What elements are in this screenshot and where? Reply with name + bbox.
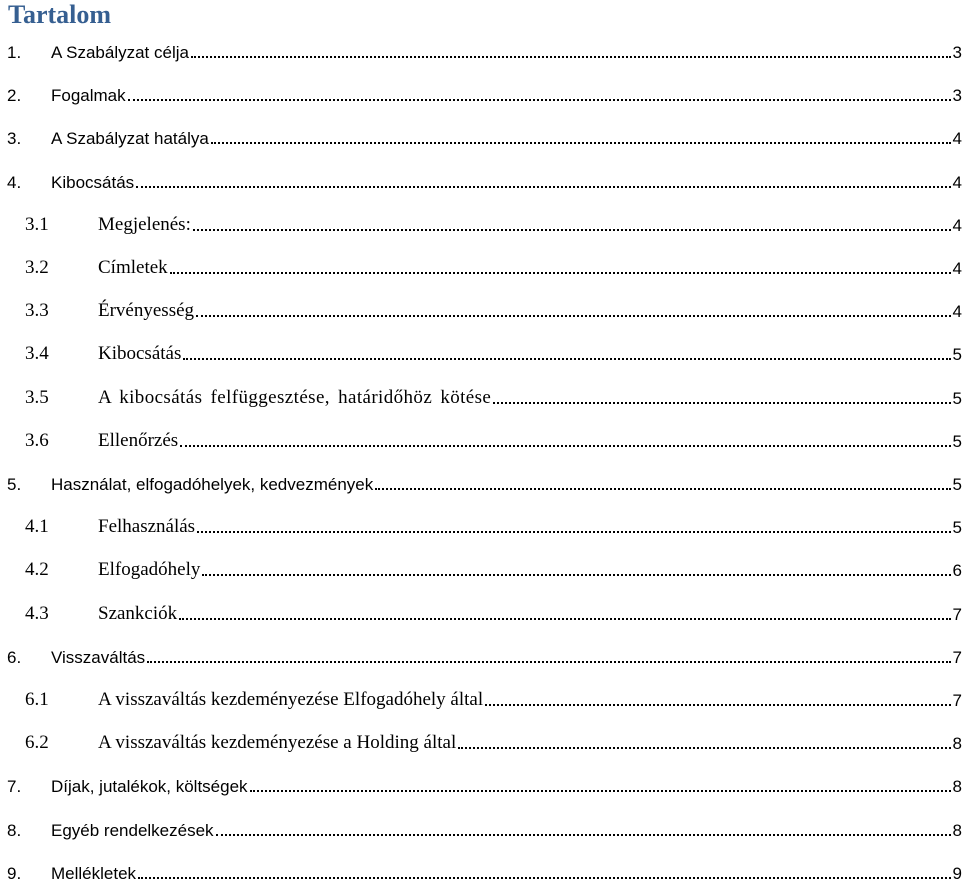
toc-entry-number: 4. <box>7 172 22 192</box>
toc-entry-label: Felhasználás <box>98 516 196 538</box>
toc-dot-leader <box>147 660 950 663</box>
toc-entry[interactable] <box>0 815 962 841</box>
toc-entry-page-number: 3 <box>952 43 962 62</box>
toc-entry[interactable] <box>0 469 962 495</box>
toc-entry[interactable] <box>0 123 962 149</box>
toc-entry-page-number: 4 <box>952 172 962 192</box>
toc-entry-page-number: 8 <box>952 734 962 754</box>
toc-entry-page-number: 4 <box>952 302 962 322</box>
toc-entry-page-number: 4 <box>952 259 962 278</box>
toc-entry-number: 4.3 <box>25 602 49 624</box>
toc-dot-leader <box>179 617 950 620</box>
toc-entry-number: 2. <box>7 86 22 106</box>
toc-entry[interactable] <box>0 728 962 754</box>
toc-entry[interactable] <box>0 296 962 322</box>
toc-entry-page-number: 5 <box>952 431 962 451</box>
toc-dot-leader <box>216 833 951 836</box>
toc-dot-leader <box>485 703 950 706</box>
toc-entry-label: A Szabályzat célja <box>51 43 189 62</box>
toc-dot-leader <box>183 357 950 360</box>
toc-entry-label: A Szabályzat hatálya <box>51 129 209 149</box>
toc-entry[interactable] <box>0 167 962 193</box>
toc-entry-label: Ellenőrzés <box>98 429 179 451</box>
toc-entry[interactable] <box>0 599 962 625</box>
toc-entry-page-number: 7 <box>952 647 962 667</box>
toc-entry-label: Mellékletek <box>51 863 137 883</box>
toc-entry[interactable] <box>0 80 962 106</box>
toc-entry-page-number: 6 <box>952 561 962 581</box>
toc-dot-leader <box>197 530 950 533</box>
toc-entry-page-number: 3 <box>952 86 962 106</box>
toc-entry-page-number: 5 <box>952 388 962 408</box>
toc-entry-label: Megjelenés: <box>98 213 191 235</box>
toc-entry-label: Kibocsátás <box>51 172 135 192</box>
toc-entry-number: 7. <box>7 777 22 797</box>
toc-dot-leader <box>180 444 950 447</box>
toc-entry-label: Egyéb rendelkezések <box>51 820 214 840</box>
toc-entry-page-number: 5 <box>952 475 962 494</box>
toc-entry-number: 3. <box>7 129 22 149</box>
toc-entry-number: 3.3 <box>25 300 49 322</box>
toc-dot-leader <box>250 789 951 792</box>
toc-entry-label: Visszaváltás <box>51 647 146 667</box>
toc-entry-number: 8. <box>7 820 22 840</box>
toc-entry[interactable] <box>0 642 962 668</box>
toc-entry-label: A kibocsátás felfüggesztése, határidőhöz kötése <box>98 386 492 408</box>
toc-dot-leader <box>128 98 951 101</box>
toc-dot-leader <box>202 573 950 576</box>
toc-entry-label: Elfogadóhely <box>98 559 201 581</box>
toc-entry-page-number: 5 <box>952 518 962 538</box>
toc-entry[interactable] <box>0 253 962 279</box>
toc-dot-leader <box>191 55 951 58</box>
toc-entry-page-number: 4 <box>952 215 962 235</box>
toc-entry-label: A visszaváltás kezdeményezése Elfogadóhely által <box>98 689 484 710</box>
toc-entry-page-number: 5 <box>952 345 962 365</box>
toc-entry-number: 6.2 <box>25 732 49 754</box>
toc-entry-label: A visszaváltás kezdeményezése a Holding által <box>98 732 457 754</box>
toc-entry-label: Érvényesség <box>98 300 195 322</box>
toc-entry[interactable] <box>0 383 962 409</box>
toc-entry-number: 4.2 <box>25 559 49 581</box>
toc-entry-number: 1. <box>7 43 22 62</box>
toc-entry[interactable] <box>0 858 962 884</box>
toc-entry-label: Címletek <box>98 257 168 278</box>
toc-entry-page-number: 7 <box>952 604 962 624</box>
toc-dot-leader <box>196 314 951 317</box>
toc-entry-number: 3.2 <box>25 257 49 278</box>
toc-entry-label: Szankciók <box>98 602 178 624</box>
toc-entry-number: 6.1 <box>25 689 49 710</box>
toc-entry-number: 6. <box>7 647 22 667</box>
toc-entry-page-number: 4 <box>952 129 962 149</box>
toc-entry-label: Díjak, jutalékok, költségek <box>51 777 248 797</box>
toc-entry-page-number: 7 <box>952 691 962 710</box>
toc-entry-page-number: 8 <box>952 820 962 840</box>
toc-entry[interactable] <box>0 555 962 581</box>
toc-dot-leader <box>170 271 951 274</box>
toc-entry-number: 5. <box>7 475 22 494</box>
toc-dot-leader <box>136 185 950 188</box>
toc-dot-leader <box>193 228 951 231</box>
toc-entry-page-number: 9 <box>952 863 962 883</box>
toc-entry[interactable] <box>0 771 962 797</box>
toc-entry[interactable] <box>0 685 962 711</box>
toc-dot-leader <box>458 746 950 749</box>
toc-entry-number: 3.6 <box>25 429 49 451</box>
toc-entry-page-number: 8 <box>952 777 962 797</box>
toc-dot-leader <box>211 141 951 144</box>
toc-entry-label: Használat, elfogadóhelyek, kedvezmények <box>51 475 374 494</box>
toc-dot-leader <box>375 487 950 490</box>
toc-dot-leader <box>493 401 950 404</box>
toc-entry-label: Fogalmak <box>51 86 126 106</box>
toc-dot-leader <box>138 876 950 879</box>
toc-entry-number: 3.1 <box>25 213 49 235</box>
toc-entry-number: 4.1 <box>25 516 49 538</box>
toc-entry[interactable] <box>0 426 962 452</box>
toc-entry-number: 9. <box>7 863 22 883</box>
toc-entry-label: Kibocsátás <box>98 343 182 365</box>
toc-entry[interactable] <box>0 210 962 236</box>
toc-entry-number: 3.5 <box>25 386 49 408</box>
toc-entry-number: 3.4 <box>25 343 49 365</box>
toc-entry[interactable] <box>0 37 962 63</box>
toc-entry[interactable] <box>0 512 962 538</box>
toc-title: Tartalom <box>8 0 112 29</box>
toc-entry[interactable] <box>0 339 962 365</box>
